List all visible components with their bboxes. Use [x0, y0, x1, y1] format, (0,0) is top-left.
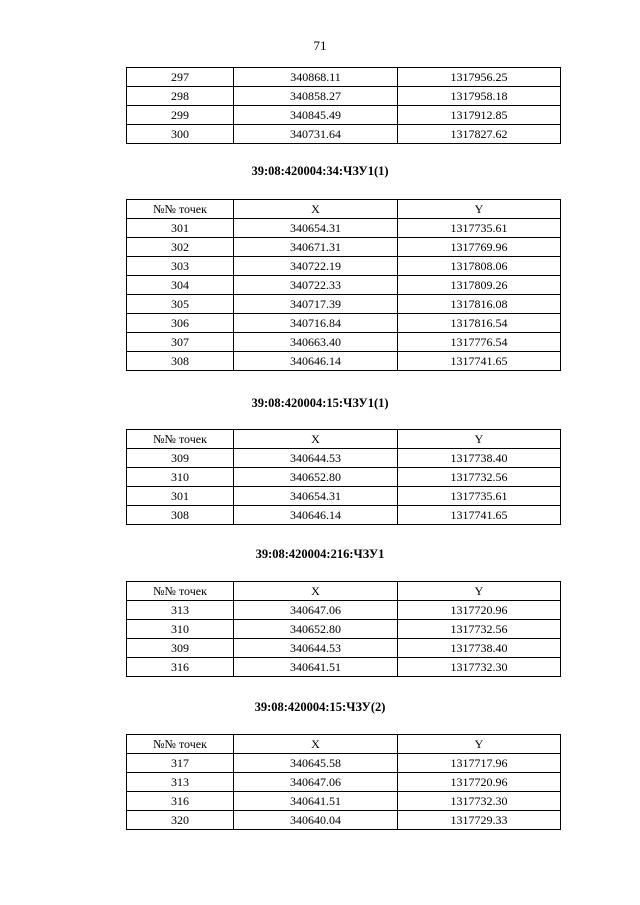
point-number: 299 — [127, 106, 234, 125]
table-row — [127, 106, 561, 125]
point-number: 313 — [127, 773, 234, 792]
x-value: 340646.14 — [234, 506, 398, 525]
header-row — [127, 582, 561, 601]
column-header-points: №№ точек — [127, 430, 234, 449]
y-value: 1317720.96 — [398, 601, 561, 620]
y-value: 1317816.08 — [398, 295, 561, 314]
point-number: 313 — [127, 601, 234, 620]
table-row — [127, 620, 561, 639]
x-value: 340644.53 — [234, 449, 398, 468]
x-value: 340652.80 — [234, 468, 398, 487]
x-value: 340716.84 — [234, 314, 398, 333]
point-number: 308 — [127, 352, 234, 371]
x-value: 340640.04 — [234, 811, 398, 830]
table-row — [127, 792, 561, 811]
x-value: 340641.51 — [234, 792, 398, 811]
table-row — [127, 773, 561, 792]
y-value: 1317738.40 — [398, 449, 561, 468]
coordinates-table — [126, 734, 561, 830]
table-row — [127, 333, 561, 352]
point-number: 297 — [127, 68, 234, 87]
y-value: 1317912.85 — [398, 106, 561, 125]
x-value: 340646.14 — [234, 352, 398, 371]
x-value: 340663.40 — [234, 333, 398, 352]
table-row — [127, 639, 561, 658]
y-value: 1317958.18 — [398, 87, 561, 106]
x-value: 340722.19 — [234, 257, 398, 276]
point-number: 304 — [127, 276, 234, 295]
column-header-y: Y — [398, 582, 561, 601]
y-value: 1317729.33 — [398, 811, 561, 830]
y-value: 1317735.61 — [398, 219, 561, 238]
table-row — [127, 352, 561, 371]
column-header-x: X — [234, 200, 398, 219]
table-row — [127, 658, 561, 677]
x-value: 340858.27 — [234, 87, 398, 106]
y-value: 1317809.26 — [398, 276, 561, 295]
x-value: 340654.31 — [234, 219, 398, 238]
x-value: 340652.80 — [234, 620, 398, 639]
x-value: 340644.53 — [234, 639, 398, 658]
point-number: 310 — [127, 468, 234, 487]
x-value: 340731.64 — [234, 125, 398, 144]
point-number: 316 — [127, 792, 234, 811]
point-number: 305 — [127, 295, 234, 314]
point-number: 298 — [127, 87, 234, 106]
page-number: 71 — [313, 38, 327, 53]
column-header-y: Y — [398, 430, 561, 449]
coordinates-table-continued — [126, 67, 561, 144]
coordinates-table — [126, 429, 561, 525]
y-value: 1317720.96 — [398, 773, 561, 792]
table-row — [127, 487, 561, 506]
y-value: 1317741.65 — [398, 506, 561, 525]
point-number: 307 — [127, 333, 234, 352]
point-number: 303 — [127, 257, 234, 276]
header-row — [127, 735, 561, 754]
point-number: 317 — [127, 754, 234, 773]
column-header-y: Y — [398, 735, 561, 754]
table-row — [127, 68, 561, 87]
table-row — [127, 449, 561, 468]
point-number: 306 — [127, 314, 234, 333]
column-header-points: №№ точек — [127, 735, 234, 754]
table-row — [127, 219, 561, 238]
y-value: 1317732.30 — [398, 792, 561, 811]
point-number: 301 — [127, 219, 234, 238]
y-value: 1317776.54 — [398, 333, 561, 352]
y-value: 1317956.25 — [398, 68, 561, 87]
y-value: 1317738.40 — [398, 639, 561, 658]
table-row — [127, 125, 561, 144]
x-value: 340671.31 — [234, 238, 398, 257]
table-row — [127, 238, 561, 257]
y-value: 1317827.62 — [398, 125, 561, 144]
x-value: 340647.06 — [234, 601, 398, 620]
table-row — [127, 811, 561, 830]
point-number: 300 — [127, 125, 234, 144]
table-row — [127, 506, 561, 525]
point-number: 309 — [127, 449, 234, 468]
point-number: 302 — [127, 238, 234, 257]
x-value: 340645.58 — [234, 754, 398, 773]
table-row — [127, 257, 561, 276]
x-value: 340647.06 — [234, 773, 398, 792]
column-header-x: X — [234, 735, 398, 754]
table-row — [127, 276, 561, 295]
point-number: 316 — [127, 658, 234, 677]
point-number: 309 — [127, 639, 234, 658]
header-row — [127, 200, 561, 219]
column-header-points: №№ точек — [127, 582, 234, 601]
y-value: 1317741.65 — [398, 352, 561, 371]
y-value: 1317732.56 — [398, 468, 561, 487]
x-value: 340641.51 — [234, 658, 398, 677]
section-title: 39:08:420004:15:ЧЗУ(2) — [254, 700, 386, 714]
y-value: 1317816.54 — [398, 314, 561, 333]
y-value: 1317735.61 — [398, 487, 561, 506]
point-number: 320 — [127, 811, 234, 830]
x-value: 340717.39 — [234, 295, 398, 314]
table-row — [127, 314, 561, 333]
coordinates-table — [126, 581, 561, 677]
x-value: 340722.33 — [234, 276, 398, 295]
section-title: 39:08:420004:216:ЧЗУ1 — [255, 547, 385, 561]
x-value: 340654.31 — [234, 487, 398, 506]
x-value: 340845.49 — [234, 106, 398, 125]
point-number: 301 — [127, 487, 234, 506]
y-value: 1317717.96 — [398, 754, 561, 773]
coordinates-table — [126, 199, 561, 371]
section-title: 39:08:420004:34:ЧЗУ1(1) — [251, 164, 389, 178]
point-number: 308 — [127, 506, 234, 525]
table-row — [127, 295, 561, 314]
column-header-y: Y — [398, 200, 561, 219]
section-title: 39:08:420004:15:ЧЗУ1(1) — [251, 396, 389, 410]
y-value: 1317808.06 — [398, 257, 561, 276]
x-value: 340868.11 — [234, 68, 398, 87]
column-header-x: X — [234, 430, 398, 449]
table-row — [127, 754, 561, 773]
header-row — [127, 430, 561, 449]
y-value: 1317769.96 — [398, 238, 561, 257]
table-row — [127, 87, 561, 106]
y-value: 1317732.56 — [398, 620, 561, 639]
table-row — [127, 601, 561, 620]
column-header-points: №№ точек — [127, 200, 234, 219]
y-value: 1317732.30 — [398, 658, 561, 677]
column-header-x: X — [234, 582, 398, 601]
table-row — [127, 468, 561, 487]
point-number: 310 — [127, 620, 234, 639]
